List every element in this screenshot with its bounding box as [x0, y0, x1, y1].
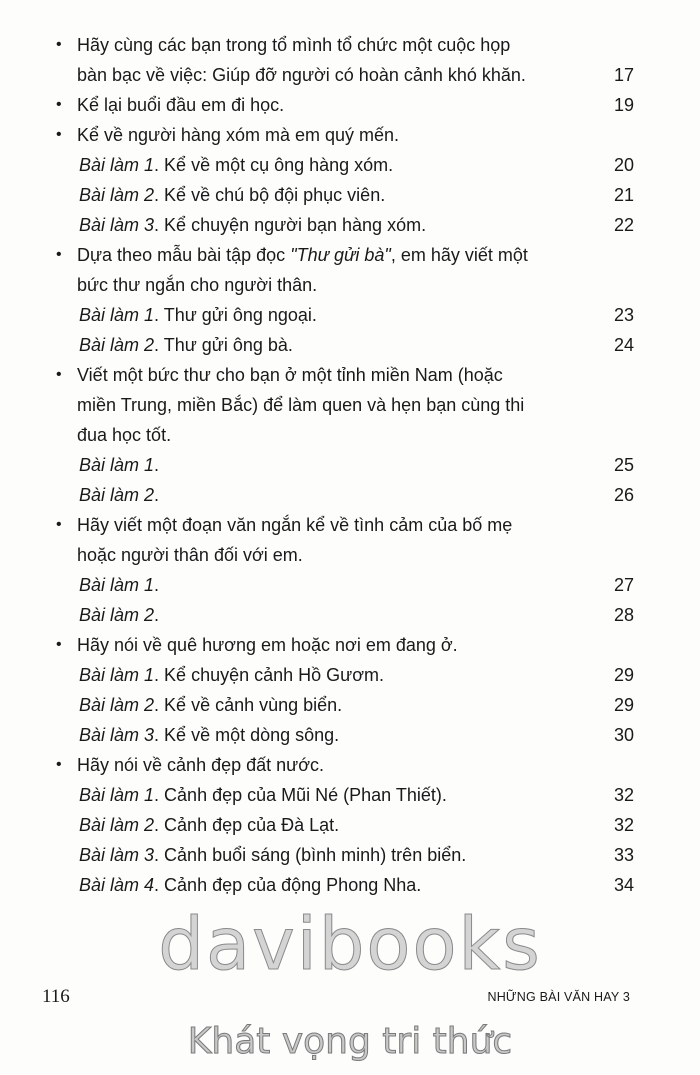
bullet-icon: •: [56, 366, 62, 383]
toc-line: [0, 840, 700, 870]
entry-page-number: 28: [613, 605, 634, 625]
entry-label: Bài làm 3: [79, 215, 155, 235]
toc-line: [0, 420, 700, 450]
entry-label: Bài làm 1: [79, 155, 155, 175]
entry-page-number: 23: [613, 305, 634, 325]
toc-entry-text: [77, 420, 594, 450]
entry-title: . Kể chuyện người bạn hàng xóm.: [154, 215, 427, 235]
entry-page-number: 32: [613, 785, 634, 805]
entry-title: Viết một bức thư cho bạn ở một tỉnh miền Nam (hoặc: [77, 365, 503, 385]
entry-page-number: 19: [613, 95, 634, 115]
entry-title: miền Trung, miền Bắc) để làm quen và hẹn bạn cùng thi: [77, 395, 525, 415]
page-number: 116: [42, 986, 70, 1007]
toc-line: [0, 300, 700, 330]
toc-line: [0, 30, 700, 60]
running-head: NHỮNG BÀI VĂN HAY 3: [487, 990, 630, 1004]
entry-page-number: 20: [613, 155, 634, 175]
toc-line: [0, 510, 700, 540]
toc-entry-text: [77, 120, 594, 150]
entry-title: . Thư gửi ông ngoại.: [154, 305, 317, 325]
entry-page-number: 29: [613, 665, 634, 685]
toc-entry-text: [77, 450, 594, 480]
entry-label: Bài làm 2: [79, 605, 155, 625]
entry-title: Hãy viết một đoạn văn ngắn kể về tình cảm của bố mẹ: [77, 515, 513, 535]
toc-line: [0, 150, 700, 180]
entry-label: Bài làm 1: [79, 785, 155, 805]
toc-entry-text: [77, 300, 594, 330]
entry-label: Bài làm 1: [79, 575, 155, 595]
toc-entry-text: [77, 840, 594, 870]
entry-title: đua học tốt.: [77, 425, 172, 445]
entry-label: Bài làm 1: [79, 665, 155, 685]
entry-title: Hãy nói về cảnh đẹp đất nước.: [77, 755, 324, 775]
entry-label: Bài làm 1: [79, 455, 155, 475]
entry-label: Bài làm 1: [79, 305, 155, 325]
bullet-icon: •: [56, 756, 62, 773]
toc-line: [0, 240, 700, 270]
toc-line: [0, 60, 700, 90]
entry-label: Bài làm 3: [79, 725, 155, 745]
entry-title: . Kể về chú bộ đội phục viên.: [154, 185, 386, 205]
entry-page-number: 26: [613, 485, 634, 505]
entry-label: Bài làm 4: [79, 875, 155, 895]
entry-title: hoặc người thân đối với em.: [77, 545, 303, 565]
toc-entry-text: [77, 180, 594, 210]
entry-title: Dựa theo mẫu bài tập đọc: [77, 245, 291, 265]
bullet-icon: •: [56, 96, 62, 113]
toc-entry-text: [77, 150, 594, 180]
entry-title: . Kể về một cụ ông hàng xóm.: [154, 155, 394, 175]
toc-entry-text: [77, 30, 594, 60]
entry-page-number: 34: [613, 875, 634, 895]
entry-title: Kể về người hàng xóm mà em quý mến.: [77, 125, 400, 145]
entry-title: . Cảnh đẹp của Đà Lạt.: [154, 815, 340, 835]
toc-entry-text: [77, 480, 594, 510]
watermark-brand: davibooks: [158, 902, 542, 986]
toc-entry-text: [77, 510, 594, 540]
watermark-slogan: Khát vọng tri thức: [187, 1021, 513, 1062]
entry-page-number: 22: [613, 215, 634, 235]
entry-title: .: [154, 485, 160, 505]
entry-page-number: 21: [613, 185, 634, 205]
entry-title: .: [154, 455, 160, 475]
entry-title: . Cảnh đẹp của Mũi Né (Phan Thiết).: [154, 785, 447, 805]
bullet-icon: •: [56, 126, 62, 143]
toc-entry-text: [77, 630, 594, 660]
toc-entry-text: [77, 690, 594, 720]
toc-line: [0, 750, 700, 780]
toc-entry-text: [77, 210, 594, 240]
toc-entry-text: [77, 870, 594, 900]
toc-entry-text: [77, 90, 594, 120]
toc-line: [0, 870, 700, 900]
entry-title: . Kể chuyện cảnh Hồ Gươm.: [154, 665, 385, 685]
entry-title: .: [154, 605, 160, 625]
toc-line: [0, 450, 700, 480]
toc-line: [0, 690, 700, 720]
toc-entry-text: [77, 270, 594, 300]
entry-label: Bài làm 2: [79, 485, 155, 505]
entry-title: . Kể về cảnh vùng biển.: [154, 695, 343, 715]
toc-line: [0, 540, 700, 570]
entry-page-number: 33: [613, 845, 634, 865]
entry-label: Bài làm 2: [79, 815, 155, 835]
toc-line: [0, 90, 700, 120]
toc-entry-text: [77, 570, 594, 600]
entry-page-number: 29: [613, 695, 634, 715]
toc-entry-text: [77, 240, 594, 270]
toc-line: [0, 390, 700, 420]
toc-line: [0, 570, 700, 600]
entry-title: bức thư ngắn cho người thân.: [77, 275, 318, 295]
toc-line: [0, 660, 700, 690]
entry-title: . Cảnh đẹp của động Phong Nha.: [154, 875, 422, 895]
entry-title: bàn bạc về việc: Giúp đỡ người có hoàn cảnh khó khăn.: [77, 65, 526, 85]
toc-entry-text: [77, 540, 594, 570]
toc-entry-text: [77, 600, 594, 630]
bullet-icon: •: [56, 636, 62, 653]
toc-entry-text: [77, 750, 594, 780]
entry-title: Hãy cùng các bạn trong tổ mình tổ chức một cuộc họp: [77, 35, 511, 55]
bullet-icon: •: [56, 36, 62, 53]
entry-title: . Thư gửi ông bà.: [154, 335, 293, 355]
entry-title: Kể lại buổi đầu em đi học.: [77, 95, 285, 115]
toc-entry-text: [77, 780, 594, 810]
toc-line: [0, 120, 700, 150]
toc-entry-text: [77, 60, 594, 90]
entry-label: Bài làm 2: [79, 185, 155, 205]
toc-line: [0, 360, 700, 390]
toc-line: [0, 630, 700, 660]
entry-label: Bài làm 2: [79, 695, 155, 715]
toc-entry-text: [77, 810, 594, 840]
entry-page-number: 32: [613, 815, 634, 835]
toc-entry-text: [77, 360, 594, 390]
toc-line: [0, 180, 700, 210]
entry-title: .: [154, 575, 160, 595]
bullet-icon: •: [56, 516, 62, 533]
toc-line: [0, 210, 700, 240]
toc-line: [0, 810, 700, 840]
entry-title: . Kể về một dòng sông.: [154, 725, 340, 745]
toc-line: [0, 600, 700, 630]
bullet-icon: •: [56, 246, 62, 263]
table-of-contents: [0, 30, 700, 900]
toc-line: [0, 780, 700, 810]
entry-label: Bài làm 2: [79, 335, 155, 355]
entry-page-number: 30: [613, 725, 634, 745]
entry-label: Bài làm 3: [79, 845, 155, 865]
toc-entry-text: [77, 720, 594, 750]
entry-title: Hãy nói về quê hương em hoặc nơi em đang ở.: [77, 635, 458, 655]
toc-entry-text: [77, 390, 594, 420]
entry-page-number: 25: [613, 455, 634, 475]
toc-line: [0, 480, 700, 510]
entry-title-italic: "Thư gửi bà": [290, 245, 391, 265]
entry-page-number: 17: [613, 65, 634, 85]
entry-title-cont: , em hãy viết một: [390, 245, 528, 265]
toc-line: [0, 720, 700, 750]
entry-title: . Cảnh buổi sáng (bình minh) trên biển.: [154, 845, 467, 865]
entry-page-number: 24: [613, 335, 634, 355]
entry-page-number: 27: [613, 575, 634, 595]
toc-entry-text: [77, 330, 594, 360]
toc-entry-text: [77, 660, 594, 690]
toc-line: [0, 270, 700, 300]
toc-line: [0, 330, 700, 360]
page-footer: [42, 984, 630, 1010]
